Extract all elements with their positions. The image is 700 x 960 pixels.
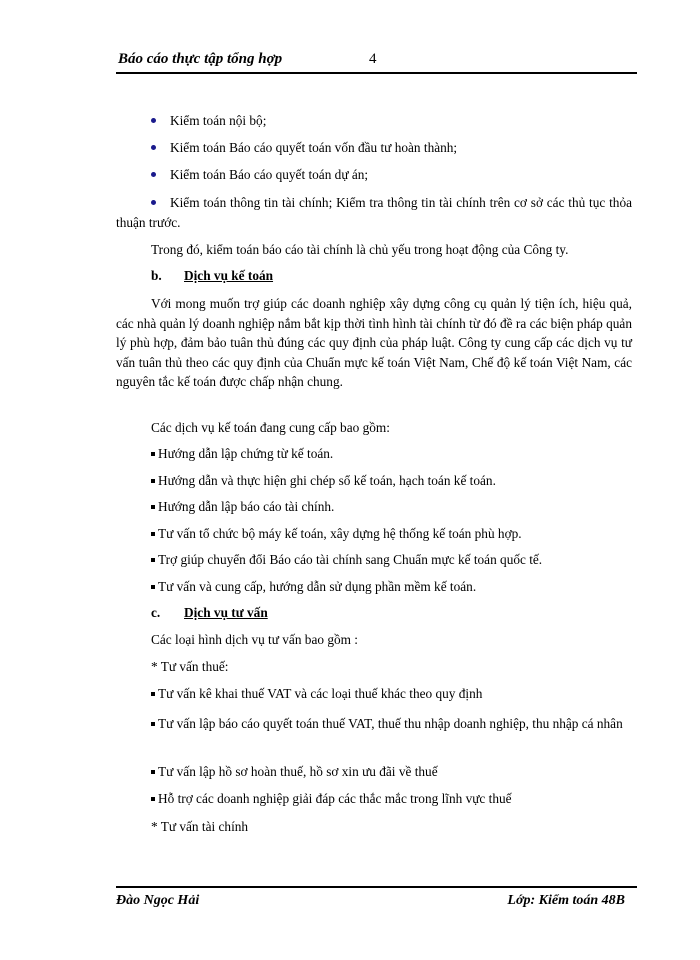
list-item: Tư vấn tổ chức bộ máy kế toán, xây dựng hệ thống kế toán phù hợp. <box>151 526 522 542</box>
list-item: Trợ giúp chuyển đổi Báo cáo tài chính sang Chuẩn mực kế toán quốc tế. <box>151 552 542 568</box>
list-item: Hướng dẫn lập chứng từ kế toán. <box>151 446 333 462</box>
list-item: Kiểm toán Báo cáo quyết toán vốn đầu tư hoàn thành; <box>151 140 457 156</box>
list-item: Tư vấn lập hồ sơ hoàn thuế, hồ sơ xin ưu đãi về thuế <box>151 764 438 780</box>
summary-paragraph: Trong đó, kiểm toán báo cáo tài chính là chủ yếu trong hoạt động của Công ty. <box>151 242 569 257</box>
square-bullet-icon <box>151 692 155 696</box>
square-bullet-icon <box>151 770 155 774</box>
list-item: Hỗ trợ các doanh nghiệp giải đáp các thắc mắc trong lĩnh vực thuế <box>151 791 512 807</box>
bullet-icon <box>151 172 156 177</box>
square-bullet-icon <box>151 452 155 456</box>
list-item: Hướng dẫn lập báo cáo tài chính. <box>151 499 334 515</box>
square-bullet-icon <box>151 585 155 589</box>
list-item: Kiểm toán nội bộ; <box>151 113 266 129</box>
list-item: Kiểm toán Báo cáo quyết toán dự án; <box>151 167 368 183</box>
section-c-list-intro: Các loại hình dịch vụ tư vấn bao gồm : <box>151 632 358 647</box>
list-item: Tư vấn kê khai thuế VAT và các loại thuế khác theo quy định <box>151 686 482 702</box>
tax-heading: * Tư vấn thuế: <box>151 659 229 674</box>
square-bullet-icon <box>151 532 155 536</box>
finance-heading: * Tư vấn tài chính <box>151 819 249 834</box>
bullet-icon <box>151 200 156 205</box>
list-item: Tư vấn và cung cấp, hướng dẫn sử dụng phần mềm kế toán. <box>151 579 476 595</box>
section-b-heading: b. Dịch vụ kế toán <box>151 268 274 283</box>
square-bullet-icon <box>151 797 155 801</box>
list-item: Tư vấn lập báo cáo quyết toán thuế VAT, thuế thu nhập doanh nghiệp, thu nhập cá nhân <box>116 714 632 734</box>
section-c-heading: c. Dịch vụ tư vấn <box>151 605 268 620</box>
section-b-intro: Với mong muốn trợ giúp các doanh nghiệp xây dựng công cụ quản lý tiện ích, hiệu quả, các nhà quản lý doanh nghiệp nắm bắt kịp thời tình hình tài chính từ đó đề ra các biện pháp quản lý phù hợp, đảm bảo tuân thủ đúng các quy định của pháp luật. Công ty cung cấp các dịch vụ tư vấn tuân thủ theo các quy định của Chuẩn mực kế toán Việt Nam, Chế độ kế toán Việt Nam, các nguyên tắc kế toán được chấp nhận chung. <box>116 296 632 389</box>
class-label: Lớp: Kiểm toán 48B <box>507 893 625 908</box>
square-bullet-icon <box>151 479 155 483</box>
square-bullet-icon <box>151 722 155 726</box>
author-name: Đào Ngọc Hải <box>116 893 200 908</box>
page-footer <box>116 886 637 912</box>
bullet-icon <box>151 145 156 150</box>
page-number: 4 <box>369 51 377 67</box>
page-header <box>116 50 637 74</box>
section-b-list-intro: Các dịch vụ kế toán đang cung cấp bao gồm: <box>151 420 390 435</box>
report-title: Báo cáo thực tập tổng hợp <box>118 51 283 67</box>
list-item: Kiểm toán thông tin tài chính; Kiểm tra thông tin tài chính trên cơ sở các thủ tục thỏa thuận trước. <box>116 195 632 230</box>
list-item: Hướng dẫn và thực hiện ghi chép sổ kế toán, hạch toán kế toán. <box>151 473 496 489</box>
bullet-icon <box>151 118 156 123</box>
square-bullet-icon <box>151 505 155 509</box>
square-bullet-icon <box>151 558 155 562</box>
